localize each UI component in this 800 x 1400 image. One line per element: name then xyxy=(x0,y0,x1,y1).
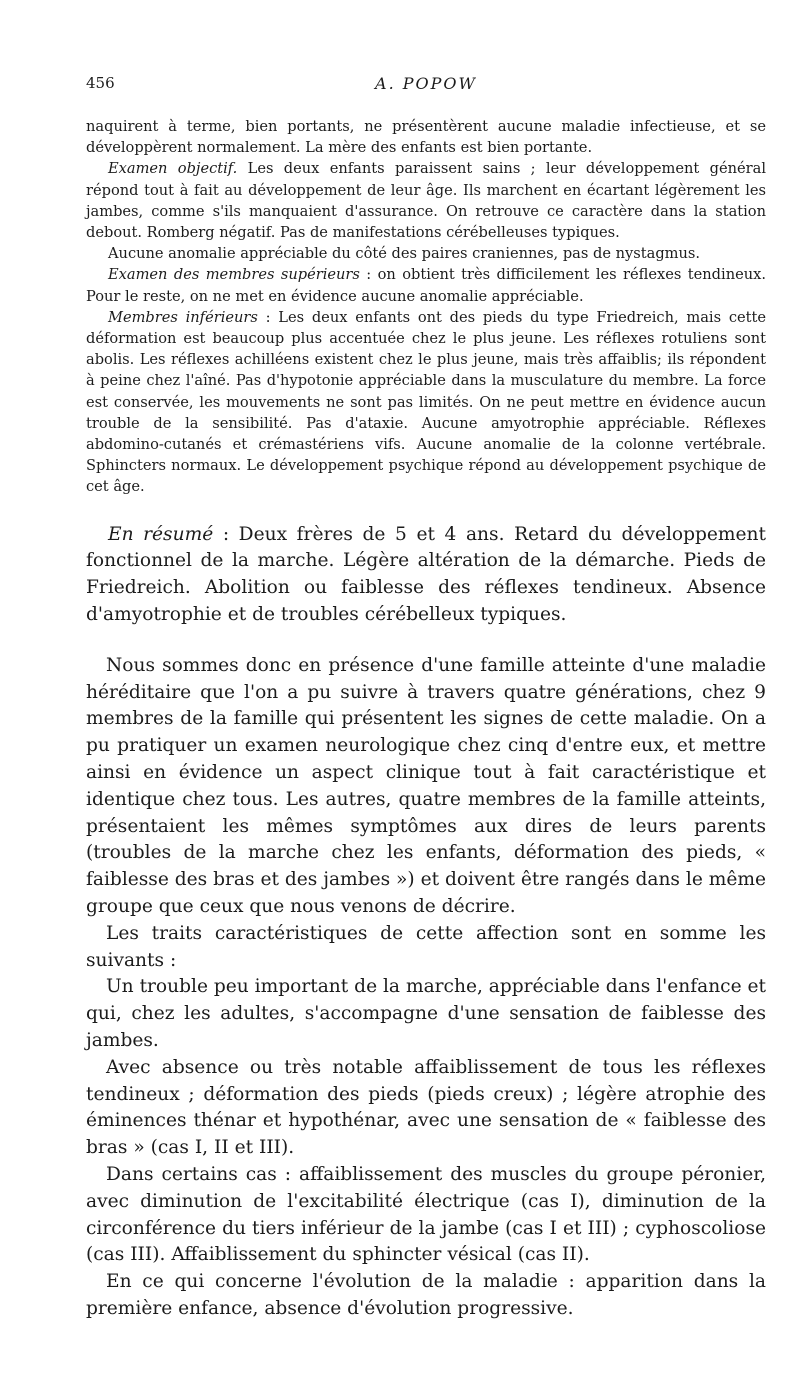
case-description xyxy=(86,116,766,498)
heading-objective-exam: Examen objectif. xyxy=(108,160,238,178)
page-number: 456 xyxy=(86,74,115,92)
paragraph-birth: naquirent à terme, bien portants, ne présentèrent aucune maladie infectieuse, et se développèrent normalement. La mère des enfants est bien portante. xyxy=(86,118,766,157)
paragraph-gait: Un trouble peu important de la marche, appréciable dans l'enfance et qui, chez les adultes, s'accompagne d'une sensation de faiblesse des jambes. xyxy=(86,976,766,1051)
objective-exam-text: Les deux enfants paraissent sains ; leur développement général répond tout à fait au développement de leur âge. Ils marchent en écartant légèrement les jambes, comme s'ils manquaient d'assurance. On retrouve ce caractère dans la station debout. Romberg négatif. Pas de manifestations cérébelleuses typiques. xyxy=(86,160,766,242)
discussion xyxy=(86,522,766,1323)
upper-limbs-text: : on obtient très difficilement les réflexes tendineux. Pour le reste, on ne met en évidence aucune anomalie appréciable. xyxy=(86,266,767,305)
paragraph-certain-cases: Dans certains cas : affaiblissement des muscles du groupe péronier, avec diminution de l'excitabilité électrique (cas I), diminution de la circonférence du tiers inférieur de la jambe (cas I et III) ; cyphoscoliose (cas III). Affaiblissement du sphincter vésical (cas II). xyxy=(86,1163,766,1266)
page-header xyxy=(86,74,766,96)
paragraph-upper-limbs xyxy=(86,264,766,306)
heading-summary: En résumé xyxy=(108,523,214,545)
paragraph-family: Nous sommes donc en présence d'une famille atteinte d'une maladie héréditaire que l'on a pu suivre à travers quatre générations, chez 9 membres de la famille qui présentent les signes de cette maladie. On a pu pratiquer un examen neurologique chez cinq d'entre eux, et mettre ainsi en évidence un aspect clinique tout à fait caractéristique et identique chez tous. Les autres, quatre membres de la famille atteints, présentaient les mêmes symptômes aux dires de leurs parents (troubles de la marche chez les enfants, déformation des pieds, « faiblesse des bras et des jambes ») et doivent être rangés dans le même groupe que ceux que nous venons de décrire. xyxy=(86,654,767,918)
page xyxy=(86,74,766,1323)
lower-limbs-text: : Les deux enfants ont des pieds du type Friedreich, mais cette déformation est beaucoup plus accentuée chez le plus jeune. Les réflexes rotuliens sont abolis. Les réflexes achilléens existent chez le plus jeune, mais très affaiblis; ils répondent à peine chez l'aîné. Pas d'hypotonie appréciable dans la musculature du membre. La force est conservée, les mouvements ne sont pas limités. On ne peut mettre en évidence aucun trouble de la sensibilité. Pas d'ataxie. Aucune amyotrophie appréciable. Réflexes abdomino-cutanés et crémastériens vifs. Aucune anomalie de la colonne vertébrale. Sphincters normaux. Le développement psychique répond au développement psychique de cet âge. xyxy=(86,308,766,496)
paragraph-evolution: En ce qui concerne l'évolution de la maladie : apparition dans la première enfance, absence d'évolution progressive. xyxy=(86,1271,766,1319)
paragraph-lower-limbs xyxy=(86,307,766,498)
heading-upper-limbs: Examen des membres supérieurs xyxy=(108,266,360,284)
paragraph-summary xyxy=(86,522,766,629)
heading-lower-limbs: Membres inférieurs xyxy=(108,308,258,326)
paragraph-cranial-nerves: Aucune anomalie appréciable du côté des paires craniennes, pas de nystagmus. xyxy=(108,245,701,263)
paragraph-reflexes: Avec absence ou très notable affaiblissement de tous les réflexes tendineux ; déformation des pieds (pieds creux) ; légère atrophie des éminences thénar et hypothénar, avec une sensation de « faiblesse des bras » (cas I, II et III). xyxy=(86,1056,766,1159)
summary-text: : Deux frères de 5 et 4 ans. Retard du développement fonctionnel de la marche. Légère altération de la démarche. Pieds de Friedreich. Abolition ou faiblesse des réflexes tendineux. Absence d'amyotrophie et de troubles cérébelleux typiques. xyxy=(86,523,766,626)
running-title: A. POPOW xyxy=(375,74,477,93)
paragraph-traits-intro: Les traits caractéristiques de cette affection sont en somme les suivants : xyxy=(86,922,766,971)
paragraph-objective-exam xyxy=(86,158,766,243)
